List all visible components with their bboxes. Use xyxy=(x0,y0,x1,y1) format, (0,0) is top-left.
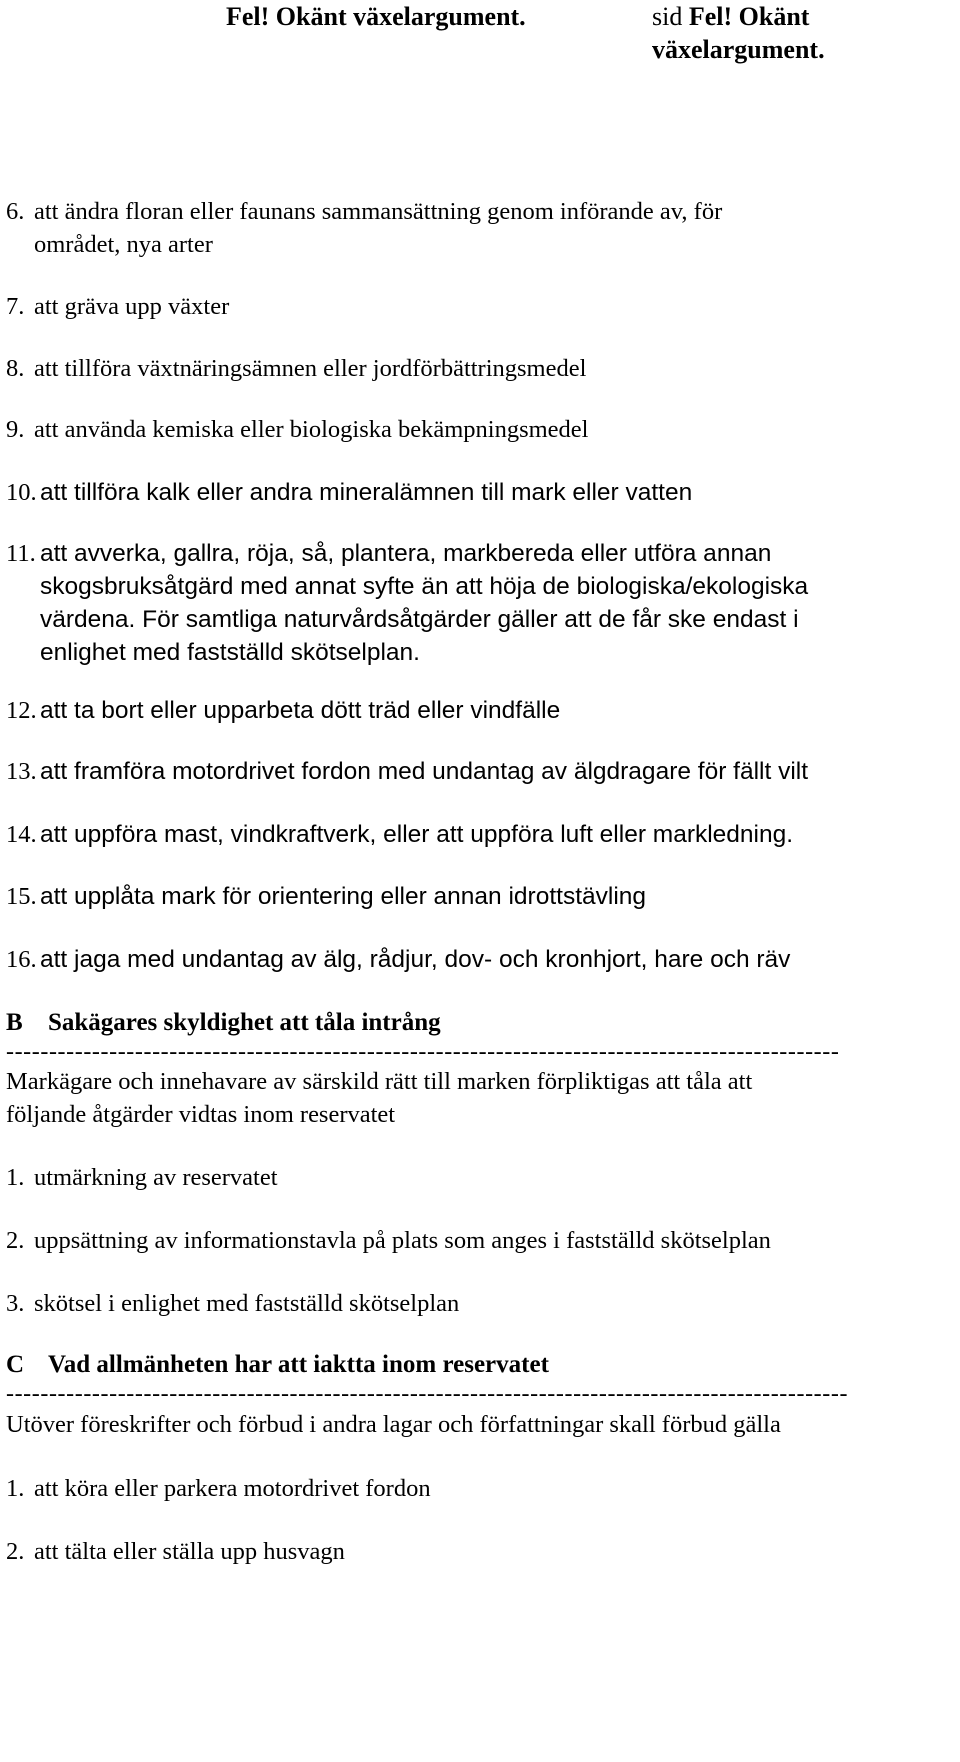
header-left-title: Fel! Okänt växelargument. xyxy=(226,2,526,31)
item-number: 16. xyxy=(6,946,37,973)
item-number: 15. xyxy=(6,883,37,910)
item-number: 14. xyxy=(6,821,37,848)
item-text: att köra eller parkera motordrivet fordon xyxy=(34,1475,431,1502)
section-intro: Markägare och innehavare av särskild rätt till marken förpliktigas att tåla att xyxy=(6,1068,753,1095)
item-text: att uppföra mast, vindkraftverk, eller att uppföra luft eller markledning. xyxy=(40,821,794,848)
section-title: Sakägares skyldighet att tåla intrång xyxy=(48,1009,441,1036)
section-intro: Utöver föreskrifter och förbud i andra lagar och författningar skall förbud gälla xyxy=(6,1411,781,1438)
item-text-continued: området, nya arter xyxy=(34,231,213,258)
item-text-continued: enlighet med fastställd skötselplan. xyxy=(40,639,420,666)
item-text: uppsättning av informationstavla på plats som anges i fastställd skötselplan xyxy=(34,1227,771,1254)
item-text: utmärkning av reservatet xyxy=(34,1164,278,1191)
item-text: att tillföra växtnäringsämnen eller jordförbättringsmedel xyxy=(34,355,587,382)
item-text: att gräva upp växter xyxy=(34,293,230,320)
section-heading xyxy=(6,1008,441,1038)
item-text: att avverka, gallra, röja, så, plantera, markbereda eller utföra annan xyxy=(40,540,772,567)
section-letter: C xyxy=(6,1351,25,1378)
item-number: 13. xyxy=(6,758,37,785)
item-number: 7. xyxy=(6,293,25,320)
item-text: att tillföra kalk eller andra mineralämnen till mark eller vatten xyxy=(40,479,693,506)
item-text: att använda kemiska eller biologiska bekämpningsmedel xyxy=(34,416,589,443)
section-heading xyxy=(6,1350,549,1380)
item-number: 12. xyxy=(6,697,37,724)
section-letter: B xyxy=(6,1009,23,1036)
item-number: 2. xyxy=(6,1227,25,1254)
header-page-prefix: sid xyxy=(652,2,683,31)
dashed-rule: -------------------------------------------------------------------------------------------------- xyxy=(6,1382,849,1406)
section-title: Vad allmänheten har att iaktta inom reservatet xyxy=(48,1351,549,1378)
item-number: 11. xyxy=(6,540,36,567)
item-number: 3. xyxy=(6,1290,25,1317)
section-intro-continued: följande åtgärder vidtas inom reservatet xyxy=(6,1101,396,1128)
header-page-reference xyxy=(652,0,892,66)
item-text: att tälta eller ställa upp husvagn xyxy=(34,1538,345,1565)
item-text: att ändra floran eller faunans sammansättning genom införande av, för xyxy=(34,198,723,225)
item-text: att upplåta mark för orientering eller annan idrottstävling xyxy=(40,883,647,910)
item-text: skötsel i enlighet med fastställd skötselplan xyxy=(34,1290,460,1317)
item-number: 6. xyxy=(6,198,25,225)
item-number: 8. xyxy=(6,355,25,382)
dashed-rule: ------------------------------------------------------------------------------------------------- xyxy=(6,1040,840,1064)
item-text-continued: värdena. För samtliga naturvårdsåtgärder gäller att de får ske endast i xyxy=(40,606,799,633)
item-number: 1. xyxy=(6,1475,25,1502)
item-text-continued: skogsbruksåtgärd med annat syfte än att höja de biologiska/ekologiska xyxy=(40,573,809,600)
item-number: 1. xyxy=(6,1164,25,1191)
item-text: att ta bort eller upparbeta dött träd eller vindfälle xyxy=(40,697,561,724)
item-number: 9. xyxy=(6,416,25,443)
item-number: 10. xyxy=(6,479,37,506)
item-text: att framföra motordrivet fordon med undantag av älgdragare för fällt vilt xyxy=(40,758,809,785)
item-text: att jaga med undantag av älg, rådjur, dov- och kronhjort, hare och räv xyxy=(40,946,791,973)
item-number: 2. xyxy=(6,1538,25,1565)
header-page-value: Fel! Okänt växelargument. xyxy=(652,2,825,64)
